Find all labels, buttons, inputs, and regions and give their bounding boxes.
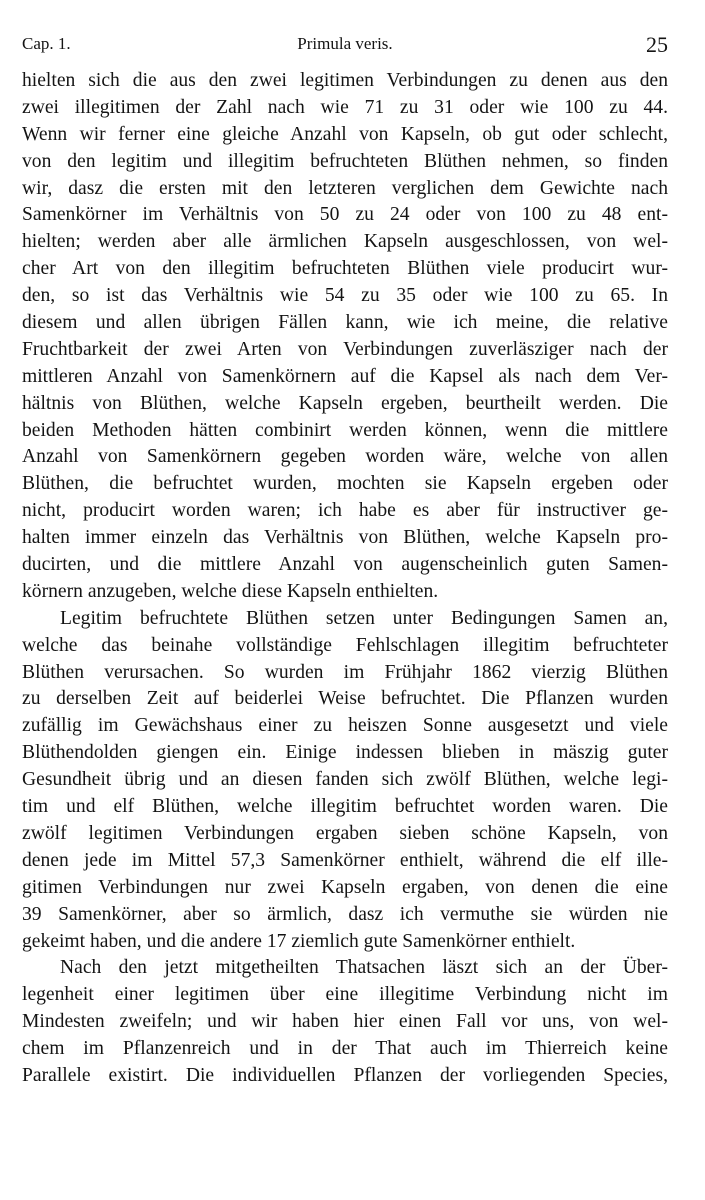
running-header (22, 26, 668, 60)
text-line: Mindesten zweifeln; und wir haben hier einen Fall vor uns, von wel- (22, 1011, 668, 1033)
text-line: zwölf legitimen Verbindungen ergaben sieben schöne Kapseln, von (22, 822, 668, 844)
text-line: zu derselben Zeit auf beiderlei Weise befruchtet. Die Pflanzen wurden (22, 688, 668, 710)
text-line: Samenkörner im Verhältnis von 50 zu 24 oder von 100 zu 48 ent- (22, 204, 668, 226)
text-line: halten immer einzeln das Verhältnis von Blüthen, welche Kapseln pro- (22, 527, 668, 549)
text-line: hältnis von Blüthen, welche Kapseln ergeben, beurtheilt werden. Die (22, 392, 668, 414)
paragraph (22, 68, 668, 606)
text-line: Blüthen verursachen. So wurden im Frühjahr 1862 vierzig Blüthen (22, 661, 668, 683)
text-line: Nach den jetzt mitgetheilten Thatsachen läszt sich an der Über- (60, 957, 668, 979)
text-line: diesem und allen übrigen Fällen kann, wie ich meine, die relative (22, 312, 668, 334)
text-line: beiden Methoden hätten combinirt werden können, wenn die mittlere (22, 419, 668, 441)
chapter-label: Cap. 1. (22, 34, 71, 53)
text-line: mittleren Anzahl von Samenkörnern auf die Kapsel als nach dem Ver- (22, 365, 668, 387)
text-line: körnern anzugeben, welche diese Kapseln enthielten. (22, 580, 439, 602)
text-line: den, so ist das Verhältnis wie 54 zu 35 oder wie 100 zu 65. In (22, 285, 668, 307)
text-line: Parallele existirt. Die individuellen Pflanzen der vorliegenden Species, (22, 1064, 668, 1086)
text-line: hielten; werden aber alle ärmlichen Kapseln ausgeschlossen, von wel- (22, 231, 668, 253)
paragraph (22, 955, 668, 1089)
text-line: legenheit einer legitimen über eine illegitime Verbindung nicht im (22, 984, 668, 1006)
text-line: gitimen Verbindungen nur zwei Kapseln ergaben, von denen die eine (22, 876, 668, 898)
text-line: Gesundheit übrig und an diesen fanden sich zwölf Blüthen, welche legi- (22, 769, 668, 791)
paragraph (22, 606, 668, 956)
text-line: nicht, producirt worden waren; ich habe es aber für instructiver ge- (22, 500, 668, 522)
text-line: Blüthendolden giengen ein. Einige indessen blieben in mäszig guter (22, 742, 668, 764)
text-line: Anzahl von Samenkörnern gegeben worden wäre, welche von allen (22, 446, 668, 468)
book-page (22, 26, 668, 1090)
body-text (22, 68, 668, 1090)
text-line: gekeimt haben, und die andere 17 ziemlich gute Samenkörner enthielt. (22, 930, 576, 952)
text-line: Blüthen, die befruchtet wurden, mochten sie Kapseln ergeben oder (22, 473, 668, 495)
text-line: wir, dasz die ersten mit den letzteren verglichen dem Gewichte nach (22, 177, 668, 199)
text-line: von den legitim und illegitim befruchteten Blüthen nehmen, so finden (22, 150, 668, 172)
text-line: zwei illegitimen der Zahl nach wie 71 zu 31 oder wie 100 zu 44. (22, 96, 668, 118)
text-line: Wenn wir ferner eine gleiche Anzahl von Kapseln, ob gut oder schlecht, (22, 123, 668, 145)
text-line: Fruchtbarkeit der zwei Arten von Verbindungen zuverläsziger nach der (22, 338, 668, 360)
text-line: cher Art von den illegitim befruchteten Blüthen viele producirt wur- (22, 258, 668, 280)
text-line: 39 Samenkörner, aber so ärmlich, dasz ich vermuthe sie würden nie (22, 903, 668, 925)
text-line: ducirten, und die mittlere Anzahl von augenscheinlich guten Samen- (22, 554, 668, 576)
text-line: hielten sich die aus den zwei legitimen Verbindungen zu denen aus den (22, 70, 668, 91)
text-line: denen jede im Mittel 57,3 Samenkörner enthielt, während die elf ille- (22, 849, 668, 871)
text-line: zufällig im Gewächshaus einer zu heiszen Sonne ausgesetzt und viele (22, 715, 668, 737)
running-title: Primula veris. (297, 34, 393, 53)
page-number: 25 (646, 32, 668, 57)
text-line: chem im Pflanzenreich und in der That auch im Thierreich keine (22, 1038, 668, 1060)
text-line: Legitim befruchtete Blüthen setzen unter Bedingungen Samen an, (60, 607, 668, 629)
text-line: welche das beinahe vollständige Fehlschlagen illegitim befruchteter (22, 634, 668, 656)
text-line: tim und elf Blüthen, welche illegitim befruchtet worden waren. Die (22, 796, 668, 818)
